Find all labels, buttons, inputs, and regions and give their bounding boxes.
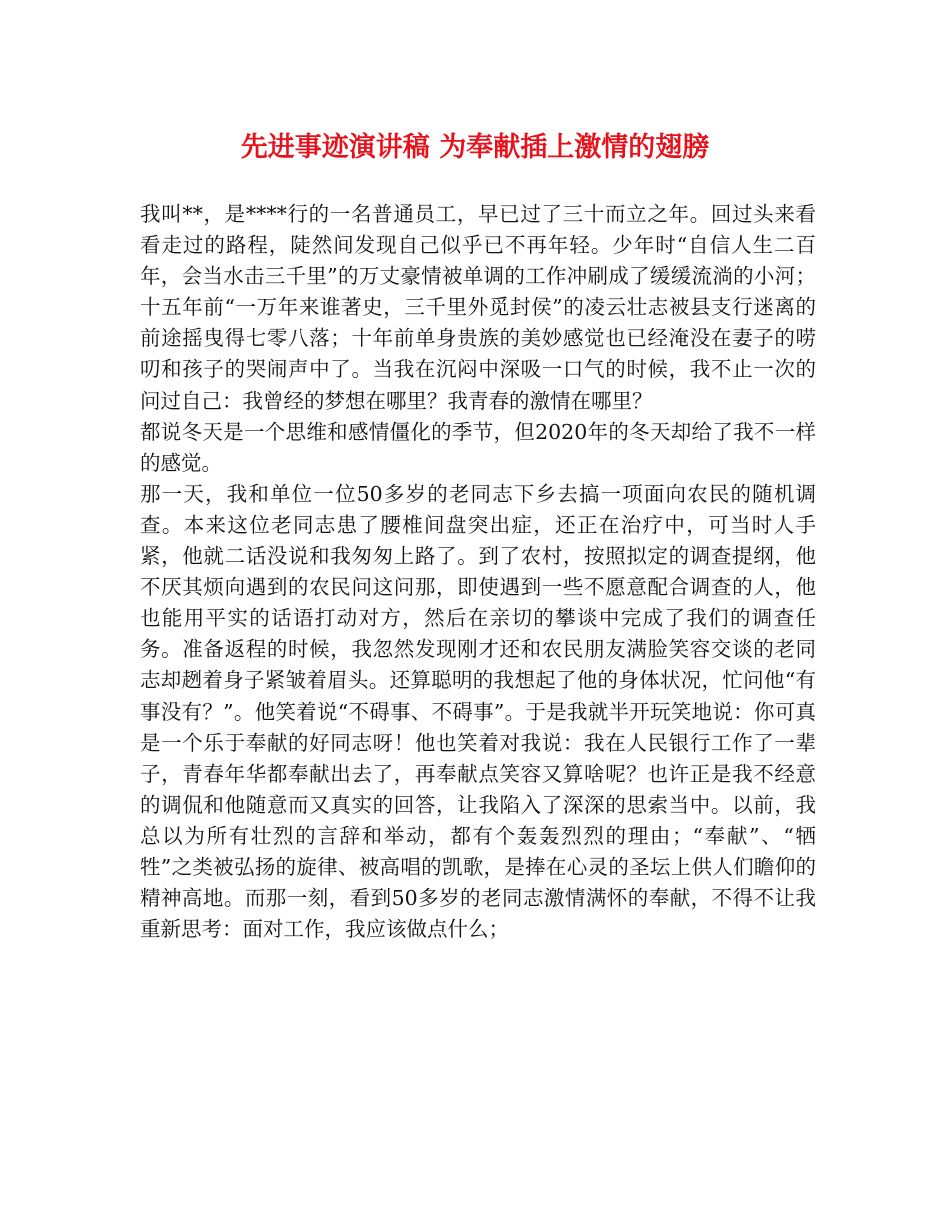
paragraph-winter: 都说冬天是一个思维和感情僵化的季节，但2020年的冬天却给了我不一样的感觉。	[140, 419, 816, 475]
paragraph-intro: 我叫**，是****行的一名普通员工，早已过了三十而立之年。回过头来看看走过的路程，陡然间发现自己似乎已不再年轻。少年时“自信人生二百年，会当水击三千里”的万丈豪情被单调的工作冲刷成了缓缓流淌的小河；十五年前“一万年来谁著史，三千里外觅封侯”的凌云壮志被县支行迷离的前途摇曳得七零八落；十年前单身贵族的美妙感觉也已经淹没在妻子的唠叨和孩子的哭闹声中了。当我在沉闷中深吸一口气的时候，我不止一次的问过自己：我曾经的梦想在哪里？我青春的激情在哪里？	[140, 202, 816, 413]
paragraph-story: 那一天，我和单位一位50多岁的老同志下乡去搞一项面向农民的随机调查。本来这位老同志患了腰椎间盘突出症，还正在治疗中，可当时人手紧，他就二话没说和我匆匆上路了。到了农村，按照拟定的调查提纲，他不厌其烦向遇到的农民问这问那，即使遇到一些不愿意配合调查的人，他也能用平实的话语打动对方，然后在亲切的攀谈中完成了我们的调查任务。准备返程的时候，我忽然发现刚才还和农民朋友满脸笑容交谈的老同志却趔着身子紧皱着眉头。还算聪明的我想起了他的身体状况，忙问他“有事没有？”。他笑着说“不碍事、不碍事”。于是我就半开玩笑地说：你可真是一个乐于奉献的好同志呀！他也笑着对我说：我在人民银行工作了一辈子，青春年华都奉献出去了，再奉献点笑容又算啥呢？也许正是我不经意的调侃和他随意而又真实的回答，让我陷入了深深的思索当中。以前，我总以为所有壮烈的言辞和举动，都有个轰轰烈烈的理由；“奉献”、“牺牲”之类被弘扬的旋律、被高唱的凯歌，是捧在心灵的圣坛上供人们瞻仰的精神高地。而那一刻，看到50多岁的老同志激情满怀的奉献，不得不让我重新思考：面对工作，我应该做点什么；	[140, 481, 816, 942]
document-body	[140, 199, 816, 945]
document-title: 先进事迹演讲稿 为奉献插上激情的翅膀	[240, 132, 710, 163]
